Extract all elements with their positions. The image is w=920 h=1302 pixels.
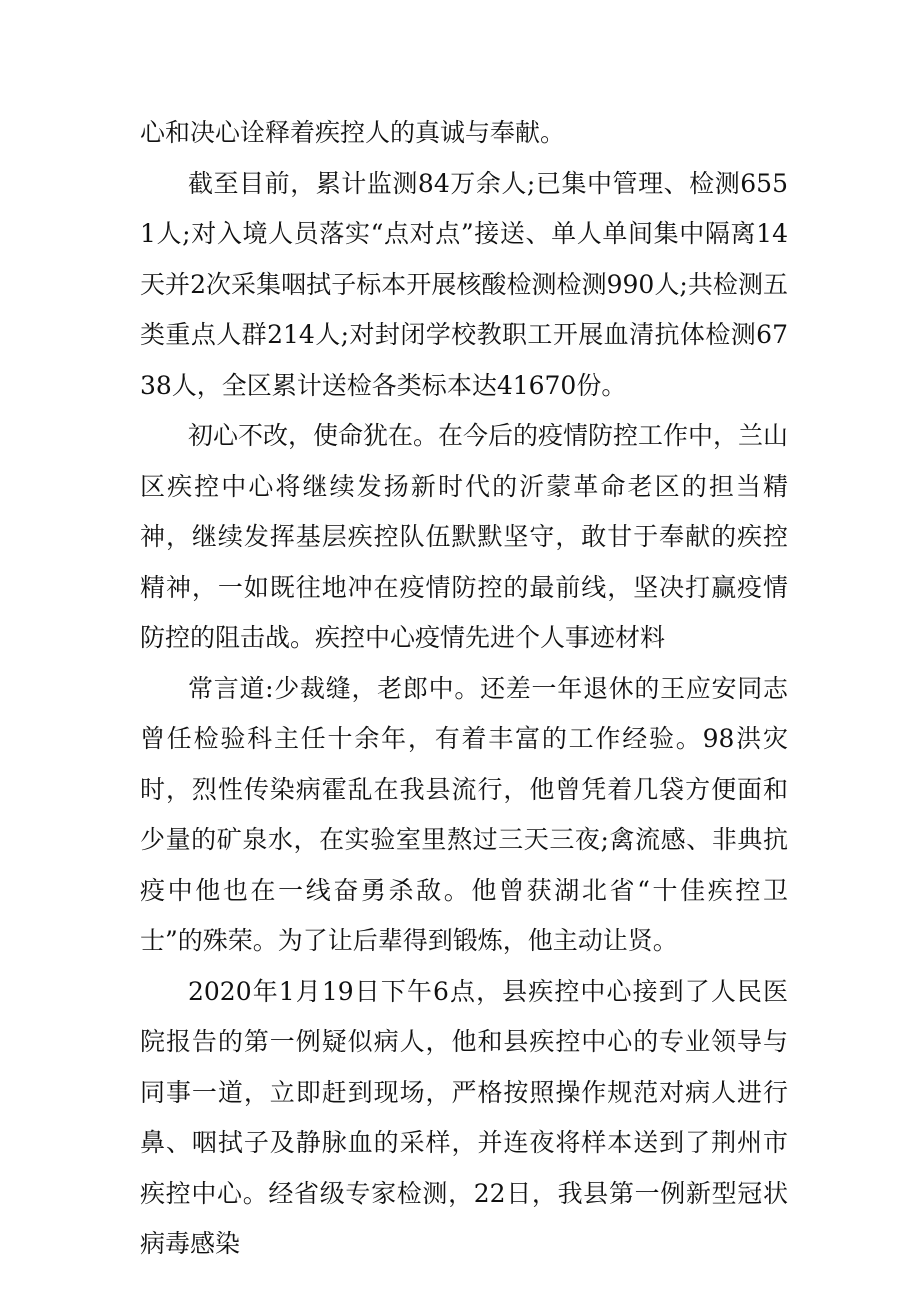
paragraph-2: 截至目前，累计监测84万余人;已集中管理、检测6551人;对入境人员落实“点对点”接送、单人单间集中隔离14天并2次采集咽拭子标本开展核酸检测检测990人;共检测五类重点人群214人;对封闭学校教职工开展血清抗体检测6738人，全区累计送检各类标本达41670份。	[140, 168, 788, 400]
paragraph-3: 初心不改，使命犹在。在今后的疫情防控工作中，兰山区疾控中心将继续发扬新时代的沂蒙革命老区的担当精神，继续发挥基层疾控队伍默默坚守，敢甘于奉献的疾控精神，一如既往地冲在疫情防控的最前线，坚决打赢疫情防控的阻击战。疾控中心疫情先进个人事迹材料	[140, 421, 789, 652]
document-body	[140, 108, 788, 1270]
paragraph-5: 2020年1月19日下午6点，县疾控中心接到了人民医院报告的第一例疑似病人，他和县疾控中心的专业领导与同事一道，立即赶到现场，严格按照操作规范对病人进行鼻、咽拭子及静脉血的采样，并连夜将样本送到了荆州市疾控中心。经省级专家检测，22日，我县第一例新型冠状病毒感染	[140, 976, 788, 1258]
paragraph-1: 心和决心诠释着疾控人的真诚与奉献。	[140, 118, 566, 147]
paragraph-4: 常言道:少裁缝，老郎中。还差一年退休的王应安同志曾任检验科主任十余年，有着丰富的工作经验。98洪灾时，烈性传染病霍乱在我县流行，他曾凭着几袋方便面和少量的矿泉水，在实验室里熬过三天三夜;禽流感、非典抗疫中他也在一线奋勇杀敌。他曾获湖北省“十佳疾控卫士”的殊荣。为了让后辈得到锻炼，他主动让贤。	[140, 673, 788, 955]
